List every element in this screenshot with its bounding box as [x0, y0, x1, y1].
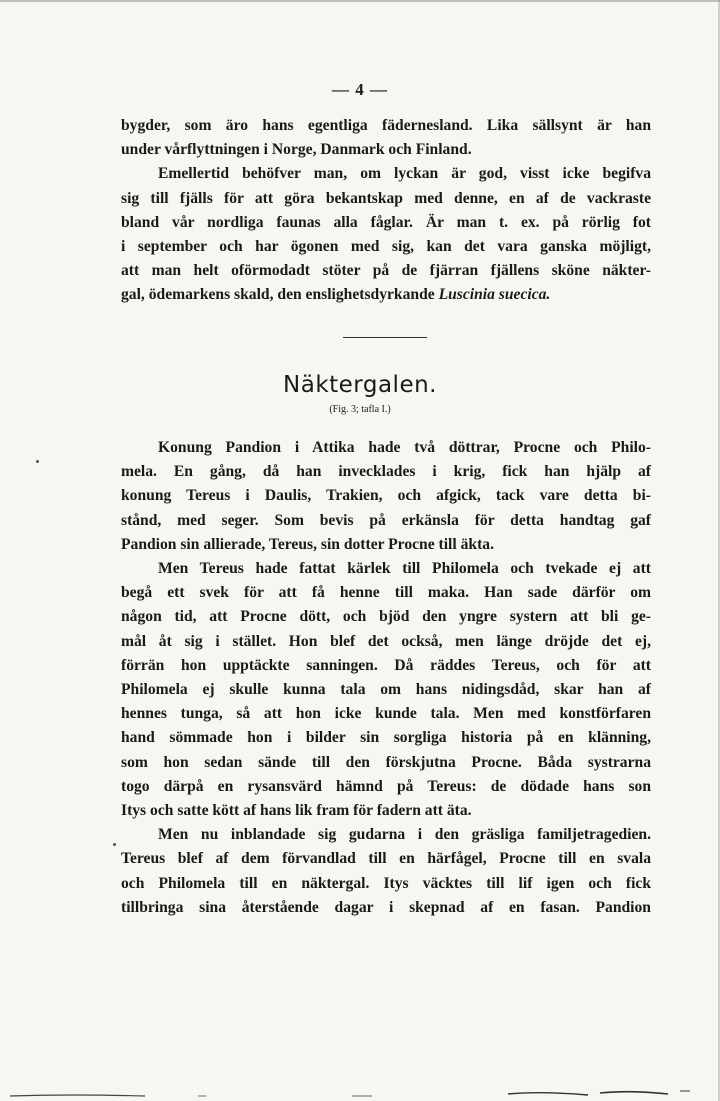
page-edge-top	[0, 0, 720, 2]
text-line: tillbringa sina återstående dagar i skepnad af en fasan. Pandion	[121, 898, 651, 916]
speck	[36, 460, 39, 463]
text-line: hennes tunga, så att hon icke kunde tala. Men med konstförfaren	[121, 705, 651, 723]
section-divider	[343, 337, 427, 338]
text-line: Tereus blef af dem förvandlad till en härfågel, Procne till en svala	[121, 850, 651, 868]
text-line: Men Tereus hade fattat kärlek till Philomela och tvekade ej att	[158, 560, 651, 578]
scan-mark	[508, 1093, 588, 1095]
text-line: att man helt oförmodadt stöter på de fjärran fjällens sköne näkter-	[121, 262, 651, 280]
text-line: sig till fjälls för att göra bekantskap med denne, en af de vackraste	[121, 189, 651, 207]
text-line: hand sömmade hon i bilder sin sorgliga historia på en klänning,	[121, 729, 651, 747]
text-line: under vårflyttningen i Norge, Danmark och Finland.	[121, 141, 472, 159]
text-line: Emellertid behöfver man, om lyckan är god, visst icke begifva	[158, 165, 651, 183]
page-number: — 4 —	[332, 80, 388, 99]
text-line: mål åt sig i stället. Hon blef det också, men länge dröjde det ej,	[121, 632, 651, 650]
text-line: Itys och satte kött af hans lik fram för fadern att äta.	[121, 802, 472, 820]
intro-text	[121, 114, 651, 308]
text-line: mela. En gång, då han invecklades i krig, fick han hjälp af	[121, 463, 651, 481]
text-line: och Philomela till en näktergal. Itys väcktes till lif igen och fick	[121, 874, 651, 892]
text-line: förrän hon upptäckte sanningen. Då räddes Tereus, och för att	[121, 656, 651, 674]
text-line: Men nu inblandade sig gudarna i den gräsliga familjetragedien.	[158, 826, 651, 844]
scan-mark	[10, 1095, 145, 1096]
text-line: togo därpå en rysansvärd hämnd på Tereus: de dödade hans son	[121, 777, 651, 795]
text-line: begå ett svek för att få henne till maka. Han sade därför om	[121, 584, 651, 602]
section-heading: Näktergalen.	[283, 372, 437, 398]
bottom-scan-marks	[0, 1078, 720, 1098]
section-text	[121, 436, 651, 920]
text-line: i september och har ögonen med sig, kan det vara ganska möjligt,	[121, 238, 651, 256]
text-line: bygder, som äro hans egentliga fädernesland. Lika sällsynt är han	[121, 117, 651, 134]
text-line: Philomela ej skulle kunna tala om hans nidingsdåd, skar han af	[121, 681, 651, 699]
figure-reference: (Fig. 3; tafla I.)	[329, 404, 391, 415]
text-line: någon tid, att Procne dött, och bjöd den yngre systern att bli ge-	[121, 608, 651, 626]
text-line: stånd, med seger. Som bevis på erkänsla för detta handtag gaf	[121, 511, 651, 529]
speck	[113, 843, 116, 846]
text-line: Konung Pandion i Attika hade två döttrar, Procne och Philo-	[158, 439, 651, 456]
text-line: Pandion sin allierade, Tereus, sin dotter Procne till äkta.	[121, 535, 494, 553]
species-name: Luscinia suecica.	[438, 286, 551, 304]
text-line: konung Tereus i Daulis, Trakien, och afgick, tack vare detta bi-	[121, 487, 651, 505]
text-span: gal, ödemarkens skald, den enslighetsdyrkande	[121, 286, 439, 304]
text-line: bland vår nordliga faunas alla fåglar. Är man t. ex. på rörlig fot	[121, 213, 651, 231]
text-line	[121, 283, 651, 307]
text-line: som hon sedan sände till den förskjutna Procne. Båda systrarna	[121, 753, 651, 771]
scan-mark	[600, 1092, 668, 1094]
